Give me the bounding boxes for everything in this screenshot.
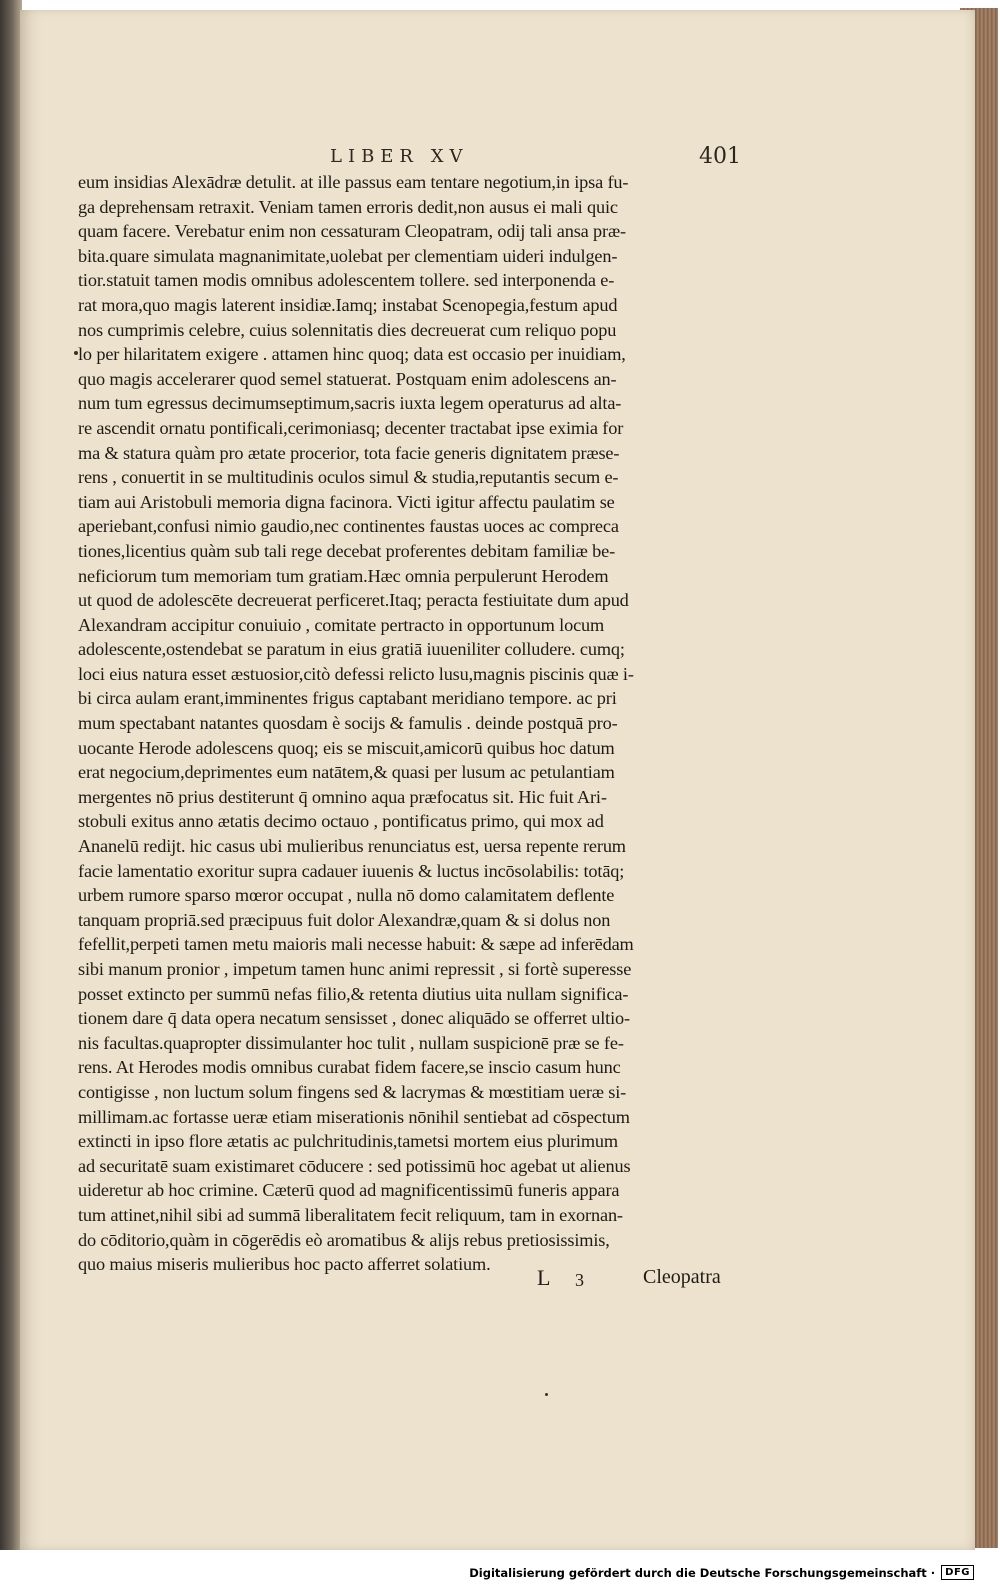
text-line: uocante Herode adolescens quoq; eis se miscuit,amicorū quibus hoc datum bbox=[78, 737, 615, 758]
book-spine bbox=[0, 0, 22, 1550]
text-line: tior.statuit tamen modis omnibus adolescentem tollere. sed interponenda e- bbox=[78, 270, 615, 291]
text-line: aperiebant,confusi nimio gaudio,nec continentes faustas uoces ac compreca bbox=[78, 516, 619, 537]
text-line: Ananelū redijt. hic casus ubi mulieribus renunciatus est, uersa repente rerum bbox=[78, 836, 626, 857]
text-line: tiam aui Aristobuli memoria digna facinora. Victi igitur affectu paulatim se bbox=[78, 491, 615, 512]
text-line: adolescente,ostendebat se paratum in eius gratiā iuueniliter colludere. cumq; bbox=[78, 639, 625, 660]
text-line: tionem dare q̄ data opera necatum sensisset , donec aliquādo se offerret ultio- bbox=[78, 1008, 630, 1029]
text-line: lo per hilaritatem exigere . attamen hinc quoq; data est occasio per inuidiam, bbox=[78, 344, 626, 365]
text-line: quam facere. Verebatur enim non cessaturam Cleopatram, odij tali ansa præ- bbox=[78, 221, 626, 242]
text-line: ga deprehensam retraxit. Veniam tamen erroris dedit,non ausus ei mali quic bbox=[78, 196, 618, 217]
text-line: tanquam propriā.sed præcipuus fuit dolor Alexandræ,quam & si dolus non bbox=[78, 909, 611, 930]
signature-mark: L bbox=[537, 1265, 551, 1290]
text-line: rat mora,quo magis laterent insidiæ.Iamq; instabat Scenopegia,festum apud bbox=[78, 294, 618, 315]
text-line: rens , conuertit in se multitudinis oculos simul & studia,reputantis secum e- bbox=[78, 467, 619, 488]
text-line: ut quod de adolescēte decreuerat perficeret.Itaq; peracta festiuitate dum apud bbox=[78, 590, 629, 611]
text-line: tiones,licentius quàm sub tali rege decebat proferentes debitam familiæ be- bbox=[78, 540, 616, 561]
text-line: posset extincto per summū nefas filio,& retenta diutius uita nullam significa- bbox=[78, 983, 629, 1004]
text-line: sibi manum pronior , impetum tamen hunc animi repressit , si fortè superesse bbox=[78, 959, 632, 979]
page-number: 401 bbox=[699, 144, 741, 169]
text-line: erat negocium,deprimentes eum natātem,& quasi per lusum ac petulantiam bbox=[78, 762, 615, 783]
text-line: nos cumprimis celebre, cuius solennitatis dies decreuerat cum reliquo popu bbox=[78, 319, 617, 340]
catchword: Cleopatra bbox=[643, 1266, 721, 1288]
ink-speck bbox=[545, 1393, 548, 1396]
text-line: stobuli exitus anno ætatis decimo octauo , pontificatus primo, qui mox ad bbox=[78, 811, 604, 832]
text-line: fefellit,perpeti tamen metu maioris mali necesse habuit: & sæpe ad inferēdam bbox=[78, 934, 634, 955]
text-line: rens. At Herodes modis omnibus curabat fidem facere,se inscio casum hunc bbox=[78, 1057, 621, 1078]
credit-text: Digitalisierung gefördert durch die Deutsche Forschungsgemeinschaft · bbox=[469, 1565, 936, 1580]
text-line: num tum egressus decimumseptimum,sacris iuxta legem operaturus ad alta- bbox=[78, 393, 622, 414]
text-line: do cōditorio,quàm in cōgerēdis eò aromatibus & alijs rebus pretiosissimis, bbox=[78, 1229, 610, 1250]
dfg-logo: DFG bbox=[941, 1565, 974, 1580]
text-line: extincti in ipso flore ætatis ac pulchritudinis,tametsi mortem eius plurimum bbox=[78, 1131, 618, 1152]
text-line: ad securitatē suam existimaret cōducere : sed potissimū hoc agebat ut alienus bbox=[78, 1155, 631, 1176]
text-line: Alexandram accipitur conuiuio , comitate pertracto in opportunum locum bbox=[78, 614, 605, 635]
signature-number: 3 bbox=[575, 1270, 584, 1290]
text-line: millimam.ac fortasse ueræ etiam miserationis nōnihil sentiebat ad cōspectum bbox=[78, 1106, 630, 1127]
text-line: tum attinet,nihil sibi ad summā liberalitatem fecit reliquum, tam in exornan- bbox=[78, 1204, 623, 1225]
text-line: contigisse , non luctum solum fingens sed & lacrymas & mœstitiam ueræ si- bbox=[78, 1081, 627, 1102]
text-line: bita.quare simulata magnanimitate,uolebat per clementiam uideri indulgen- bbox=[78, 245, 618, 266]
text-line: uideretur ab hoc crimine. Cæterū quod ad magnificentissimū funeris appara bbox=[78, 1180, 620, 1201]
text-line: neficiorum tum memoriam tum gratiam.Hæc omnia perpulerunt Herodem bbox=[78, 565, 609, 586]
text-line: eum insidias Alexādræ detulit. at ille passus eam tentare negotium,in ipsa fu- bbox=[78, 172, 629, 192]
text-line: urbem rumore sparso mœror occupat , nulla nō domo calamitatem deflente bbox=[78, 885, 615, 906]
text-line: loci eius natura esset æstuosior,citò defessi relicto lusu,magnis piscinis quæ i- bbox=[78, 663, 634, 684]
text-line: quo magis accelerarer quod semel statuerat. Postquam enim adolescens an- bbox=[78, 368, 617, 389]
running-head: LIBER XV bbox=[330, 146, 469, 167]
text-line: bi circa aulam erant,imminentes frigus captabant meridiano tempore. ac pri bbox=[78, 688, 617, 709]
text-line: re ascendit ornatu pontificali,cerimoniasq; decenter tractabat ipse eximia for bbox=[78, 417, 624, 438]
digitization-credit bbox=[469, 1565, 974, 1580]
body-text bbox=[78, 170, 738, 1277]
text-line: mergentes nō prius destiterunt q̄ omnino aqua præfocatus sit. Hic fuit Ari- bbox=[78, 786, 607, 807]
text-line: quo maius miseris mulieribus hoc pacto afferret solatium. bbox=[78, 1254, 491, 1275]
text-line: nis facultas.quapropter dissimulanter hoc tulit , nullam suspicionē præ se fe- bbox=[78, 1032, 624, 1053]
text-line: facie lamentatio exoritur supra cadauer iuuenis & luctus incōsolabilis: totāq; bbox=[78, 860, 625, 881]
text-line: ma & statura quàm pro ætate procerior, tota facie generis dignitatem præse- bbox=[78, 442, 620, 463]
text-line: mum spectabant natantes quosdam è socijs & famulis . deinde postquā pro- bbox=[78, 713, 618, 734]
